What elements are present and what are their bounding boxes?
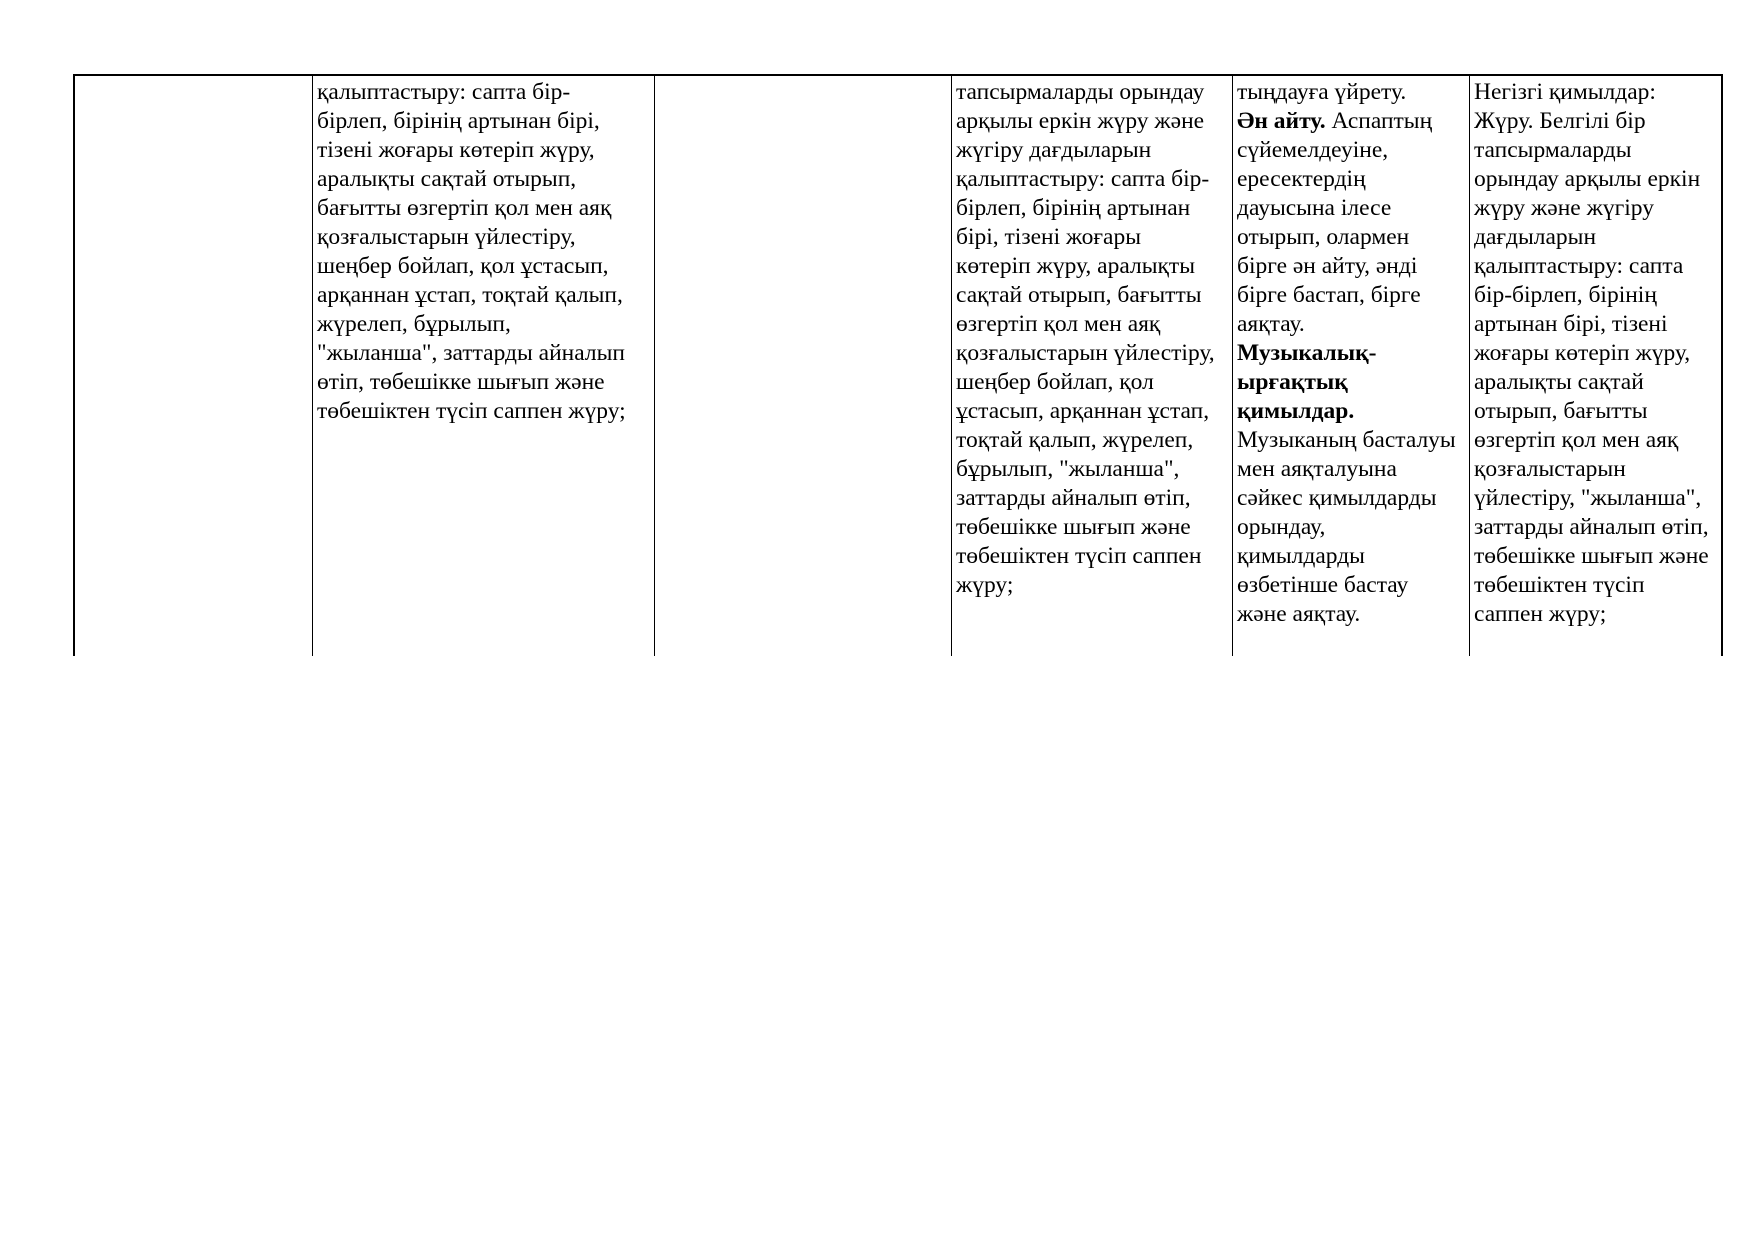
- table-cell-5: [1232, 76, 1469, 656]
- cell-text-line: [1237, 571, 1469, 600]
- table-cell-4: [951, 76, 1232, 656]
- cell-text-line: үйлестіру, "жыланша",: [1474, 485, 1702, 511]
- plain-text: аяқтау.: [1237, 311, 1305, 337]
- cell-text-line: шеңбер бойлап, қол ұстасып,: [317, 253, 609, 279]
- cell-text-line: [1237, 107, 1469, 136]
- plain-text: дауысына ілесе: [1237, 195, 1392, 221]
- cell-text-line: саппен жүру;: [1474, 601, 1607, 627]
- cell-text-line: [1237, 252, 1469, 281]
- cell-text-line: арқаннан ұстап, тоқтай қалып,: [317, 282, 623, 308]
- plain-text: сәйкес қимылдарды: [1237, 485, 1437, 511]
- cell-text-line: [1237, 600, 1469, 629]
- plain-text: отырып, олармен: [1237, 224, 1410, 250]
- bold-heading-text: Музыкалық-: [1237, 340, 1377, 366]
- plain-text: бірге ән айту, әнді: [1237, 253, 1418, 279]
- plain-text: Аспаптың: [1325, 108, 1433, 134]
- cell-text-line: [1237, 223, 1469, 252]
- cell-text-line: тізені жоғары көтеріп жүру,: [317, 137, 595, 163]
- cell-text-line: бұрылып, "жыланша",: [956, 456, 1180, 482]
- plain-text: Музыканың басталуы: [1237, 427, 1456, 453]
- cell-text-line: аралықты сақтай отырып,: [317, 166, 577, 192]
- cell-text-line: бағытты өзгертіп қол мен аяқ: [317, 195, 612, 221]
- table-cell-3: [654, 76, 951, 656]
- cell-text-line: жүру;: [956, 572, 1014, 598]
- plain-text: сүйемелдеуіне,: [1237, 137, 1389, 163]
- cell-text-line: дағдыларын: [1474, 224, 1597, 250]
- cell-text-line: арқылы еркін жүру және: [956, 108, 1205, 134]
- cell-text-line: өтіп, төбешікке шығып және: [317, 369, 605, 395]
- bold-heading-text: қимылдар.: [1237, 398, 1355, 424]
- bold-heading-text: ырғақтық: [1237, 369, 1348, 395]
- cell-text-line: жоғары көтеріп жүру,: [1474, 340, 1691, 366]
- cell-text-line: өзгертіп қол мен аяқ: [956, 311, 1161, 337]
- plain-text: орындау,: [1237, 514, 1326, 540]
- cell-text-line: [1237, 339, 1469, 368]
- cell-text-line: қозғалыстарын: [1474, 456, 1626, 482]
- cell-text-line: [1237, 78, 1469, 107]
- cell-text-line: сақтай отырып, бағытты: [956, 282, 1202, 308]
- cell-text-line: [1237, 484, 1469, 513]
- cell-text-line: тапсырмаларды: [1474, 137, 1632, 163]
- plain-text: мен аяқталуына: [1237, 456, 1397, 482]
- plain-text: бірге бастап, бірге: [1237, 282, 1421, 308]
- cell-text-line: шеңбер бойлап, қол: [956, 369, 1154, 395]
- cell-text-line: орындау арқылы еркін: [1474, 166, 1701, 192]
- cell-text-line: бір-бірлеп, бірінің: [1474, 282, 1657, 308]
- cell-text-line: өзгертіп қол мен аяқ: [1474, 427, 1679, 453]
- cell-text-line: қалыптастыру: сапта: [1474, 253, 1684, 279]
- cell-text-line: төбешіктен түсіп: [1474, 572, 1645, 598]
- cell-text-line: артынан бірі, тізені: [1474, 311, 1668, 337]
- cell-text-line: [1237, 368, 1469, 397]
- cell-text-line: [1237, 281, 1469, 310]
- cell-text-line: жүрелеп, бұрылып,: [317, 311, 511, 337]
- plain-text: қимылдарды: [1237, 543, 1365, 569]
- cell-text-line: жүру және жүгіру: [1474, 195, 1654, 221]
- cell-text-line: қозғалыстарын үйлестіру,: [317, 224, 576, 250]
- cell-text-line: төбешікке шығып және: [1474, 543, 1709, 569]
- table-cell-6: [1469, 76, 1721, 656]
- cell-text-line: тоқтай қалып, жүрелеп,: [956, 427, 1194, 453]
- cell-text-line: [1237, 136, 1469, 165]
- cell-text-line: [1237, 542, 1469, 571]
- table-cell-2: [312, 76, 654, 656]
- cell-text-line: [1237, 426, 1469, 455]
- cell-text-line: [1237, 455, 1469, 484]
- cell-text-line: қалыптастыру: сапта бір-: [956, 166, 1210, 192]
- bold-heading-text: Ән айту.: [1237, 108, 1326, 134]
- cell-text-line: "жыланша", заттарды айналып: [317, 340, 625, 366]
- cell-text-line: қозғалыстарын үйлестіру,: [956, 340, 1215, 366]
- cell-text-line: аралықты сақтай: [1474, 369, 1644, 395]
- cell-text-line: бірлеп, бірінің артынан бірі,: [317, 108, 600, 134]
- cell-text-line: тапсырмаларды орындау: [956, 79, 1205, 105]
- table-cell-1: [75, 76, 312, 656]
- cell-text-line: [1237, 194, 1469, 223]
- cell-text-line: қалыптастыру: сапта бір-: [317, 79, 571, 105]
- cell-text-line: төбешіктен түсіп саппен жүру;: [317, 398, 626, 424]
- plain-text: және аяқтау.: [1237, 601, 1361, 627]
- cell-text-line: жүгіру дағдыларын: [956, 137, 1152, 163]
- cell-text-line: төбешіктен түсіп саппен: [956, 543, 1202, 569]
- cell-text-line: [1237, 310, 1469, 339]
- cell-text-line: ұстасып, арқаннан ұстап,: [956, 398, 1210, 424]
- cell-text-line: бірлеп, бірінің артынан: [956, 195, 1191, 221]
- cell-text-line: Жүру. Белгілі бір: [1474, 108, 1646, 134]
- cell-text-line: [1237, 397, 1469, 426]
- cell-text-line: Негізгі қимылдар:: [1474, 79, 1656, 105]
- cell-text-line: көтеріп жүру, аралықты: [956, 253, 1195, 279]
- cell-text-line: заттарды айналып өтіп,: [1474, 514, 1709, 540]
- cell-text-line: заттарды айналып өтіп,: [956, 485, 1191, 511]
- cell-text-line: [1237, 165, 1469, 194]
- cell-text-line: бірі, тізені жоғары: [956, 224, 1142, 250]
- plain-text: ересектердің: [1237, 166, 1366, 192]
- cell-text-line: [1237, 513, 1469, 542]
- cell-text-line: төбешікке шығып және: [956, 514, 1191, 540]
- plain-text: өзбетінше бастау: [1237, 572, 1409, 598]
- cell-text-line: отырып, бағытты: [1474, 398, 1648, 424]
- plain-text: тыңдауға үйрету.: [1237, 79, 1407, 105]
- schedule-table: [73, 74, 1723, 656]
